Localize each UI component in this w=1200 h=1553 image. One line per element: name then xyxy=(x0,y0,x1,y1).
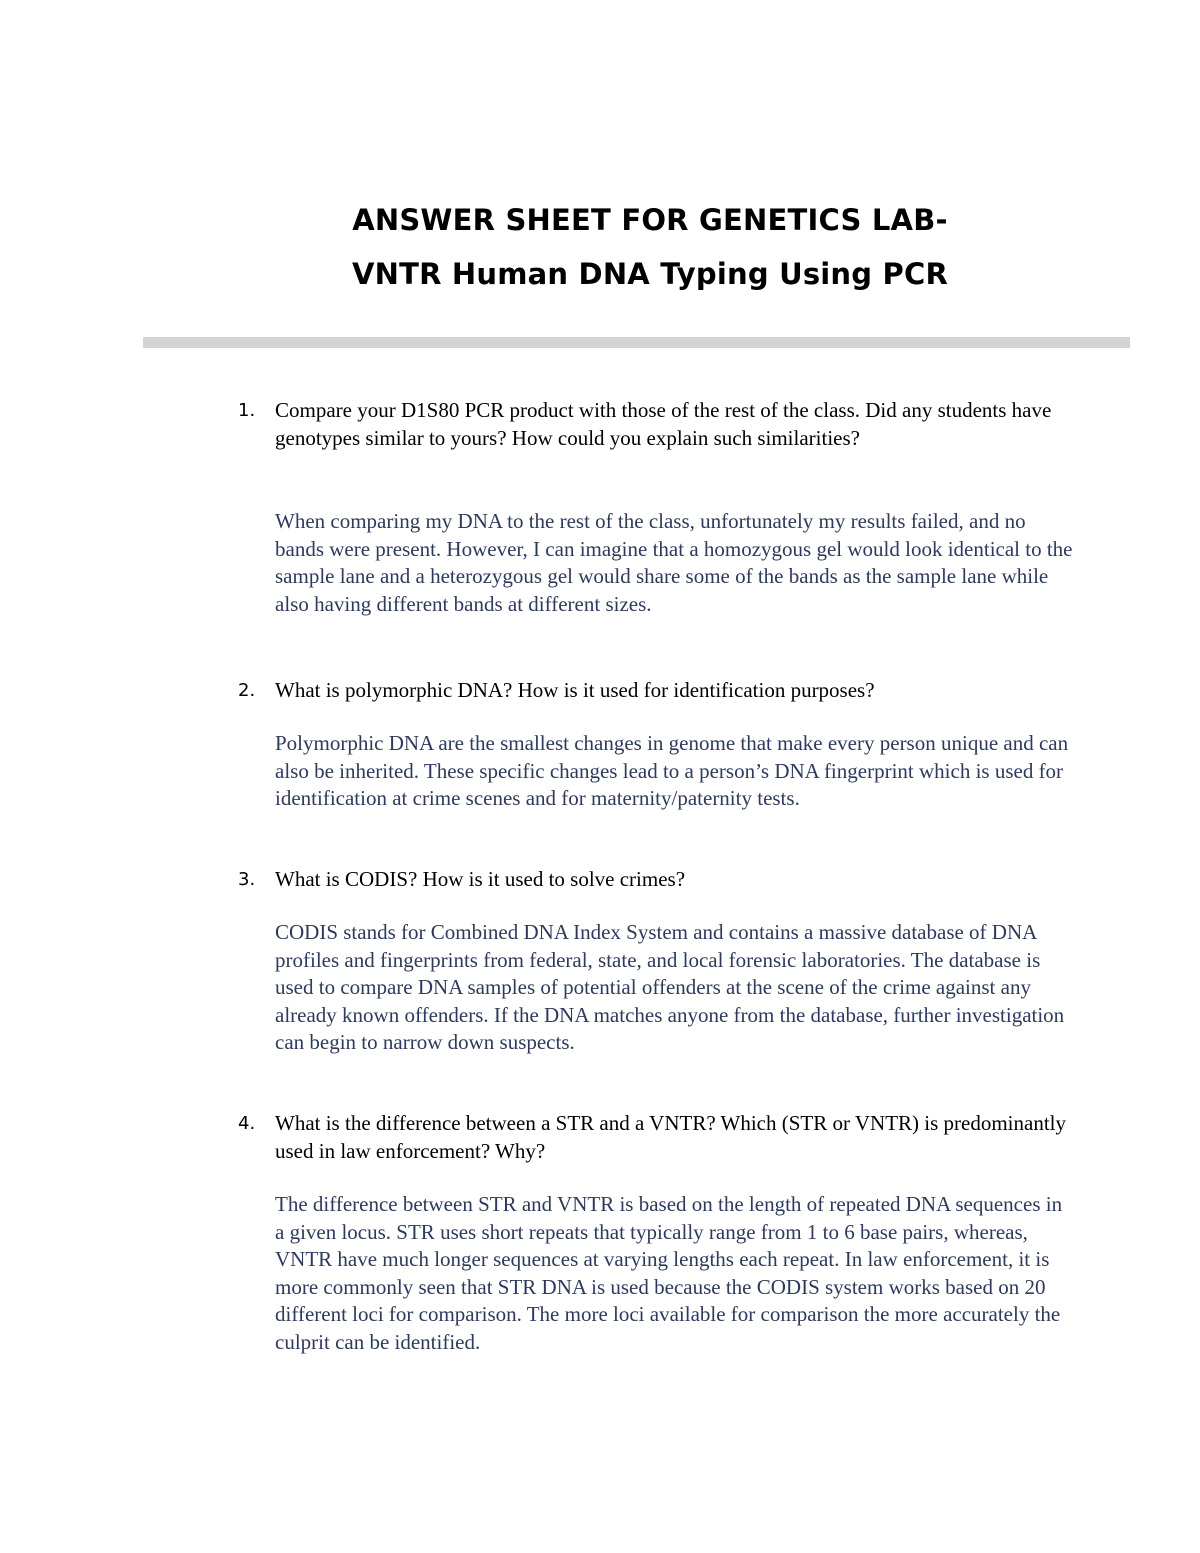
answer-text: When comparing my DNA to the rest of the class, unfortunately my results failed, and no bands were present. However, I can imagine that a homozygous gel would look identical to the sample lane and a heterozygous gel would share some of the bands as the sample lane while also having different bands at different sizes. xyxy=(275,509,1073,616)
answer-text: The difference between STR and VNTR is based on the length of repeated DNA sequences in a given locus. STR uses short repeats that typically range from 1 to 6 base pairs, whereas, VNTR have much longer sequences at varying lengths each repeat. In law enforcement, it is more commonly seen that STR DNA is used because the CODIS system works based on 20 different loci for comparison. The more loci available for comparison the more accurately the culprit can be identified. xyxy=(275,1192,1063,1354)
answer-text: CODIS stands for Combined DNA Index System and contains a massive database of DNA profiles and fingerprints from federal, state, and local forensic laboratories. The database is used to compare DNA samples of potential offenders at the scene of the crime against any already known offenders. If the DNA matches anyone from the database, further investigation can begin to narrow down suspects. xyxy=(275,920,1065,1054)
question-text: Compare your D1S80 PCR product with those of the rest of the class. Did any students have genotypes similar to yours? How could you explain such similarities? xyxy=(275,398,1052,450)
question-number: 2. xyxy=(238,680,256,701)
page-subtitle: VNTR Human DNA Typing Using PCR xyxy=(351,257,948,291)
page-title: ANSWER SHEET FOR GENETICS LAB- xyxy=(352,203,948,237)
question-number: 1. xyxy=(238,400,256,421)
answer-text: Polymorphic DNA are the smallest changes in genome that make every person unique and can also be inherited. These specific changes lead to a person’s DNA fingerprint which is used for identification at crime scenes and for maternity/paternity tests. xyxy=(275,731,1069,810)
question-text: What is polymorphic DNA? How is it used for identification purposes? xyxy=(275,678,875,702)
question-text: What is CODIS? How is it used to solve crimes? xyxy=(275,867,686,891)
question-number: 4. xyxy=(238,1113,256,1134)
question-text: What is the difference between a STR and a VNTR? Which (STR or VNTR) is predominantly used in law enforcement? Why? xyxy=(275,1111,1067,1163)
horizontal-divider xyxy=(143,337,1130,348)
question-number: 3. xyxy=(238,869,256,890)
